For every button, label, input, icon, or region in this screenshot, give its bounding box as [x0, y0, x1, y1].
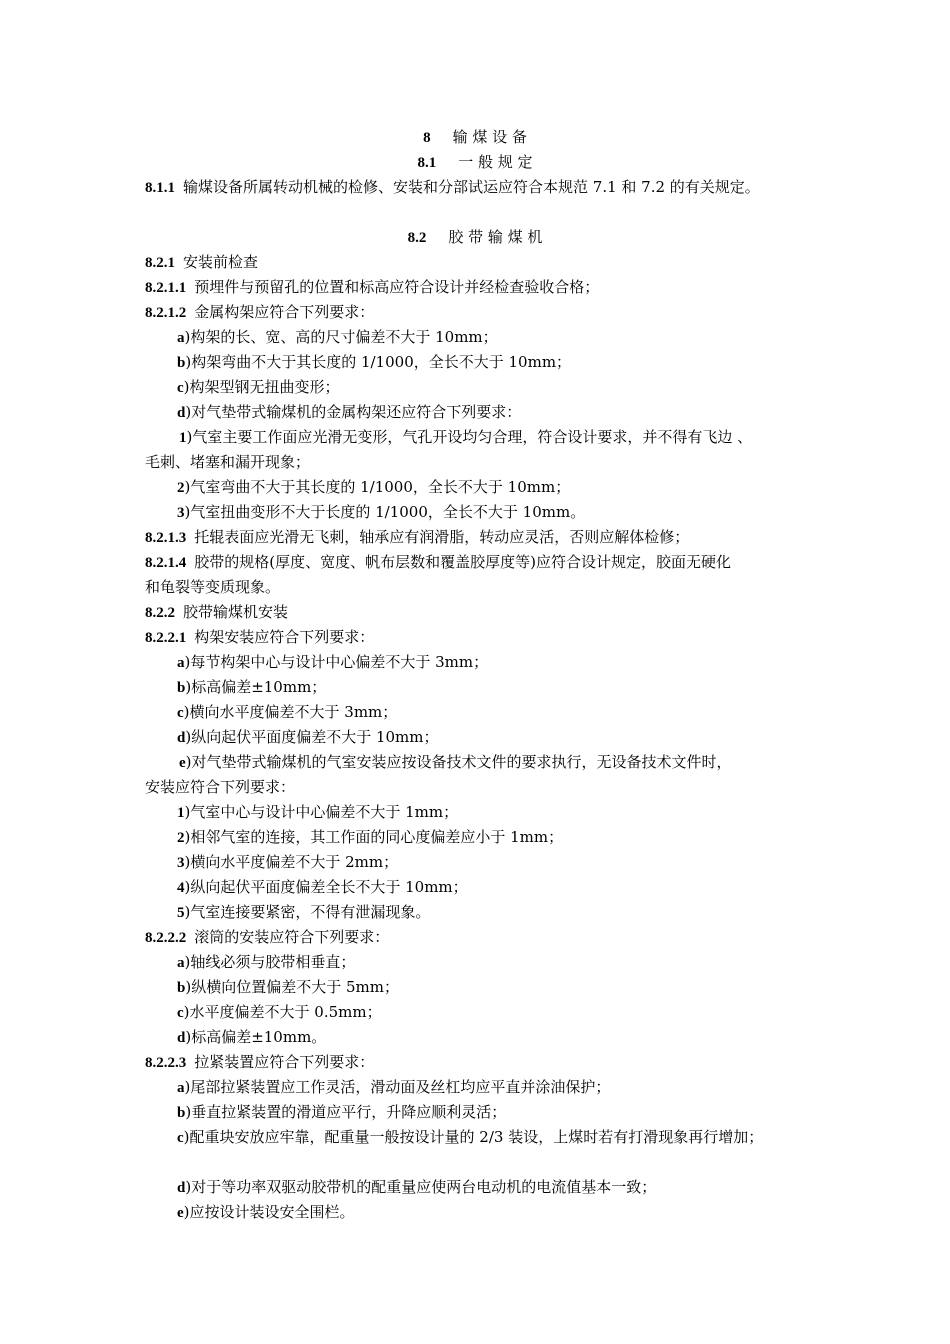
list-item — [177, 375, 340, 399]
item-marker: b — [177, 355, 186, 371]
clause-text: 和龟裂等变质现象。 — [145, 578, 281, 596]
list-item — [177, 675, 326, 699]
item-text: )气室中心与设计中心偏差不大于 1mm； — [184, 803, 459, 821]
list-item — [177, 350, 571, 374]
clause-number: 8.2.1.1 — [145, 280, 187, 296]
item-marker: a — [177, 955, 185, 971]
clause-number: 8.1.1 — [145, 180, 175, 196]
list-item — [177, 325, 498, 349]
item-marker: b — [177, 980, 186, 996]
clause-number: 8.2.2.2 — [145, 930, 187, 946]
item-text: )垂直拉紧装置的滑道应平行，升降应顺利灵活； — [185, 1103, 507, 1121]
item-text: )气室弯曲不大于其长度的 1/1000，全长不大于 10mm； — [184, 478, 571, 496]
item-marker: e — [177, 1205, 184, 1221]
item-marker: 1 — [179, 430, 187, 446]
clause-8-2-1 — [145, 250, 258, 274]
item-marker: c — [177, 705, 184, 721]
clause-8-2-1-4 — [145, 550, 731, 574]
list-item — [177, 1100, 506, 1124]
item-marker: 4 — [177, 880, 185, 896]
chapter-heading — [0, 125, 950, 149]
clause-8-2-2-1 — [145, 625, 374, 649]
item-marker: b — [177, 680, 186, 696]
item-marker: c — [177, 380, 184, 396]
section-heading-8-1 — [0, 150, 950, 174]
item-text: )气室扭曲变形不大于长度的 1/1000，全长不大于 10mm。 — [184, 503, 586, 521]
item-text: )水平度偏差不大于 0.5mm； — [183, 1003, 382, 1021]
item-marker: d — [177, 1030, 186, 1046]
item-text: )应按设计装设安全围栏。 — [183, 1203, 355, 1221]
list-item — [177, 650, 488, 674]
clause-text: 拉紧装置应符合下列要求： — [194, 1053, 375, 1071]
clause-continuation — [145, 575, 280, 599]
list-item — [177, 725, 439, 749]
item-marker: 2 — [177, 830, 185, 846]
list-item — [177, 1000, 382, 1024]
clause-number: 8.2.2 — [145, 605, 175, 621]
list-item — [177, 1075, 610, 1099]
clause-8-2-1-3 — [145, 525, 689, 549]
clause-number: 8.2.1 — [145, 255, 175, 271]
list-item — [177, 475, 570, 499]
clause-8-2-2-2 — [145, 925, 389, 949]
item-text: )横向水平度偏差不大于 3mm； — [183, 703, 398, 721]
clause-text: 滚筒的安装应符合下列要求： — [194, 928, 390, 946]
item-text: )标高偏差±10mm。 — [185, 1028, 327, 1046]
list-item — [179, 425, 752, 449]
item-marker: d — [177, 730, 186, 746]
heading-text: 一 般 规 定 — [458, 153, 533, 171]
item-text: )轴线必须与胶带相垂直； — [184, 953, 356, 971]
list-item — [179, 750, 732, 774]
clause-number: 8.2.2.1 — [145, 630, 187, 646]
section-heading-8-2 — [0, 225, 950, 249]
list-item — [177, 900, 430, 924]
item-marker: e — [179, 755, 186, 771]
list-item — [177, 875, 468, 899]
list-item — [177, 950, 355, 974]
list-item — [177, 850, 398, 874]
list-item — [177, 1200, 355, 1224]
list-item — [177, 500, 585, 524]
heading-number: 8 — [423, 130, 431, 146]
item-marker: c — [177, 1130, 184, 1146]
item-text: )配重块安放应牢靠，配重量一般按设计量的 2/3 装设，上煤时若有打滑现象再行增加； — [183, 1128, 764, 1146]
item-text: )相邻气室的连接，其工作面的同心度偏差应小于 1mm； — [184, 828, 564, 846]
item-text: )对气垫带式输煤机的气室安装应按设备技术文件的要求执行，无设备技术文件时， — [185, 753, 732, 771]
item-marker: a — [177, 655, 185, 671]
list-item — [177, 800, 458, 824]
list-item — [177, 1025, 326, 1049]
clause-8-2-1-2 — [145, 300, 374, 324]
heading-text: 输 煤 设 备 — [452, 128, 527, 146]
item-text: )构架型钢无扭曲变形； — [183, 378, 340, 396]
list-item — [177, 1125, 763, 1149]
item-text: )纵向起伏平面度偏差全长不大于 10mm； — [184, 878, 468, 896]
clause-8-2-1-1 — [145, 275, 599, 299]
list-item — [177, 400, 521, 424]
item-text: )气室连接要紧密，不得有泄漏现象。 — [184, 903, 431, 921]
clause-text: 预埋件与预留孔的位置和标高应符合设计并经检查验收合格； — [194, 278, 600, 296]
item-marker: 5 — [177, 905, 185, 921]
item-text: )构架弯曲不大于其长度的 1/1000，全长不大于 10mm； — [185, 353, 572, 371]
list-item-continuation — [145, 775, 295, 799]
item-text: )气室主要工作面应光滑无变形，气孔开设均匀合理，符合设计要求，并不得有飞边 、 — [186, 428, 753, 446]
clause-8-2-2-3 — [145, 1050, 374, 1074]
item-text: )尾部拉紧装置应工作灵活，滑动面及丝杠均应平直并涂油保护； — [184, 1078, 611, 1096]
item-marker: a — [177, 1080, 185, 1096]
heading-text: 胶 带 输 煤 机 — [448, 228, 543, 246]
item-marker: a — [177, 330, 185, 346]
list-item — [177, 1175, 656, 1199]
clause-text: 构架安装应符合下列要求： — [194, 628, 375, 646]
item-text: )纵向起伏平面度偏差不大于 10mm； — [185, 728, 439, 746]
clause-number: 8.2.1.2 — [145, 305, 187, 321]
item-marker: d — [177, 1180, 186, 1196]
clause-text: 金属构架应符合下列要求： — [194, 303, 375, 321]
clause-text: 胶带的规格(厚度、宽度、帆布层数和覆盖胶厚度等)应符合设计规定，胶面无硬化 — [194, 553, 731, 571]
item-marker: 3 — [177, 505, 185, 521]
list-item-continuation — [145, 450, 310, 474]
list-item — [177, 825, 563, 849]
list-item — [177, 700, 397, 724]
clause-text: 托辊表面应光滑无飞刺，轴承应有润滑脂，转动应灵活，否则应解体检修； — [194, 528, 690, 546]
clause-text: 输煤设备所属转动机械的检修、安装和分部试运应符合本规范 7.1 和 7.2 的有关规定。 — [183, 178, 760, 196]
clause-number: 8.2.1.3 — [145, 530, 187, 546]
item-text: )每节构架中心与设计中心偏差不大于 3mm； — [184, 653, 489, 671]
list-item — [177, 975, 399, 999]
heading-number: 8.1 — [417, 155, 437, 171]
item-marker: 3 — [177, 855, 185, 871]
item-marker: 1 — [177, 805, 185, 821]
item-marker: 2 — [177, 480, 185, 496]
item-text: 安装应符合下列要求： — [145, 778, 296, 796]
clause-text: 安装前检查 — [183, 253, 259, 271]
item-marker: b — [177, 1105, 186, 1121]
item-text: 毛刺、堵塞和漏开现象； — [145, 453, 311, 471]
item-text: )对于等功率双驱动胶带机的配重量应使两台电动机的电流值基本一致； — [185, 1178, 657, 1196]
item-marker: c — [177, 1005, 184, 1021]
clause-number: 8.2.1.4 — [145, 555, 187, 571]
item-marker: d — [177, 405, 186, 421]
item-text: )标高偏差±10mm； — [185, 678, 327, 696]
clause-8-1-1 — [145, 175, 760, 199]
item-text: )构架的长、宽、高的尺寸偏差不大于 10mm； — [184, 328, 498, 346]
item-text: )对气垫带式输煤机的金属构架还应符合下列要求： — [185, 403, 522, 421]
item-text: )纵横向位置偏差不大于 5mm； — [185, 978, 399, 996]
heading-number: 8.2 — [407, 230, 427, 246]
item-text: )横向水平度偏差不大于 2mm； — [184, 853, 399, 871]
clause-text: 胶带输煤机安装 — [183, 603, 289, 621]
clause-number: 8.2.2.3 — [145, 1055, 187, 1071]
clause-8-2-2 — [145, 600, 288, 624]
